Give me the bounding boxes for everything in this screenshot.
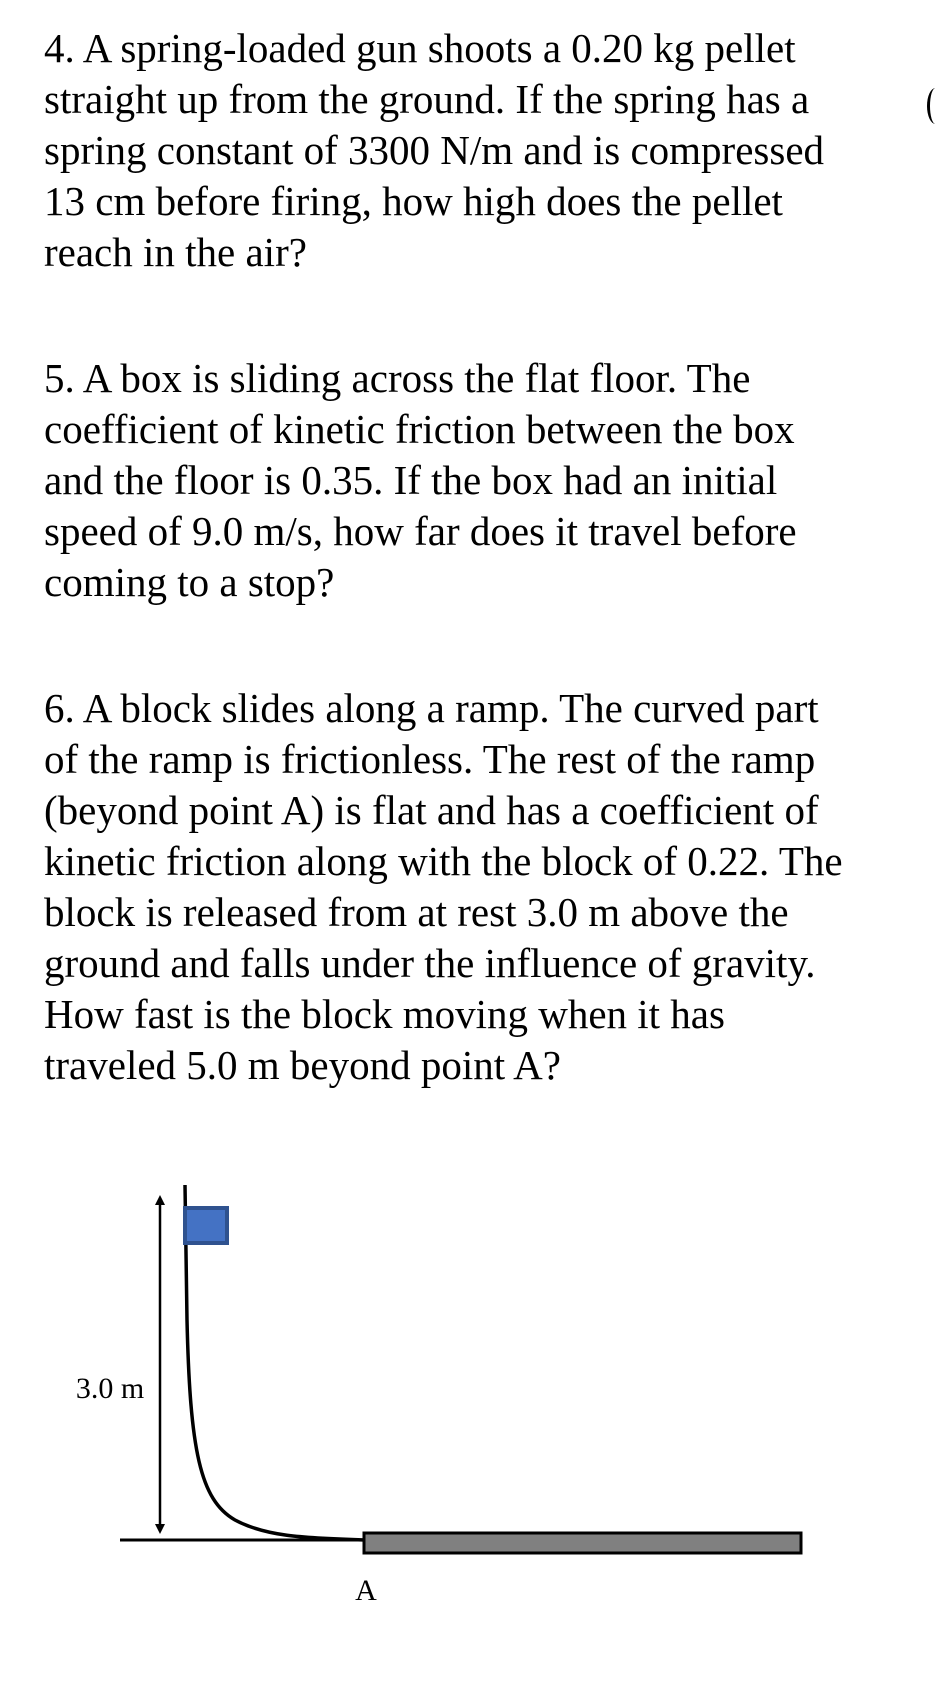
problem-4-line: 4. A spring-loaded gun shoots a 0.20 kg pellet (44, 25, 796, 71)
problem-5-line: 5. A box is sliding across the flat floor. The (44, 355, 751, 401)
problem-5-line: speed of 9.0 m/s, how far does it travel before (44, 508, 797, 554)
problem-6-line: How fast is the block moving when it has (44, 991, 725, 1037)
problem-4-line: straight up from the ground. If the spring has a (44, 76, 810, 122)
problem-5-line: coming to a stop? (44, 559, 335, 605)
problem-6-line: (beyond point A) is flat and has a coefficient of (44, 787, 819, 833)
problem-4-line: reach in the air? (44, 229, 307, 275)
problem-6-line: 6. A block slides along a ramp. The curved part (44, 685, 819, 731)
point-a-label: A (355, 1574, 377, 1607)
friction-surface (364, 1533, 801, 1553)
problem-6-line: traveled 5.0 m beyond point A? (44, 1042, 561, 1088)
problem-6 (44, 683, 929, 1091)
height-label (62, 1366, 158, 1410)
problem-4-line: spring constant of 3300 N/m and is compressed (44, 127, 825, 173)
problem-4 (44, 23, 929, 278)
height-label-text: 3.0 m (75, 1372, 145, 1405)
block (185, 1208, 227, 1243)
problem-5-line: and the floor is 0.35. If the box had an initial (44, 457, 778, 503)
problem-5 (44, 353, 929, 608)
ramp-diagram (0, 1170, 935, 1630)
problem-5-line: coefficient of kinetic friction between the box (44, 406, 795, 452)
problem-6-line: block is released from at rest 3.0 m above the (44, 889, 789, 935)
problem-6-line: of the ramp is frictionless. The rest of the ramp (44, 736, 816, 782)
problem-4-line: 13 cm before firing, how high does the pellet (44, 178, 783, 224)
problem-6-line: kinetic friction along with the block of 0.22. The (44, 838, 843, 884)
problem-6-line: ground and falls under the influence of gravity. (44, 940, 816, 986)
